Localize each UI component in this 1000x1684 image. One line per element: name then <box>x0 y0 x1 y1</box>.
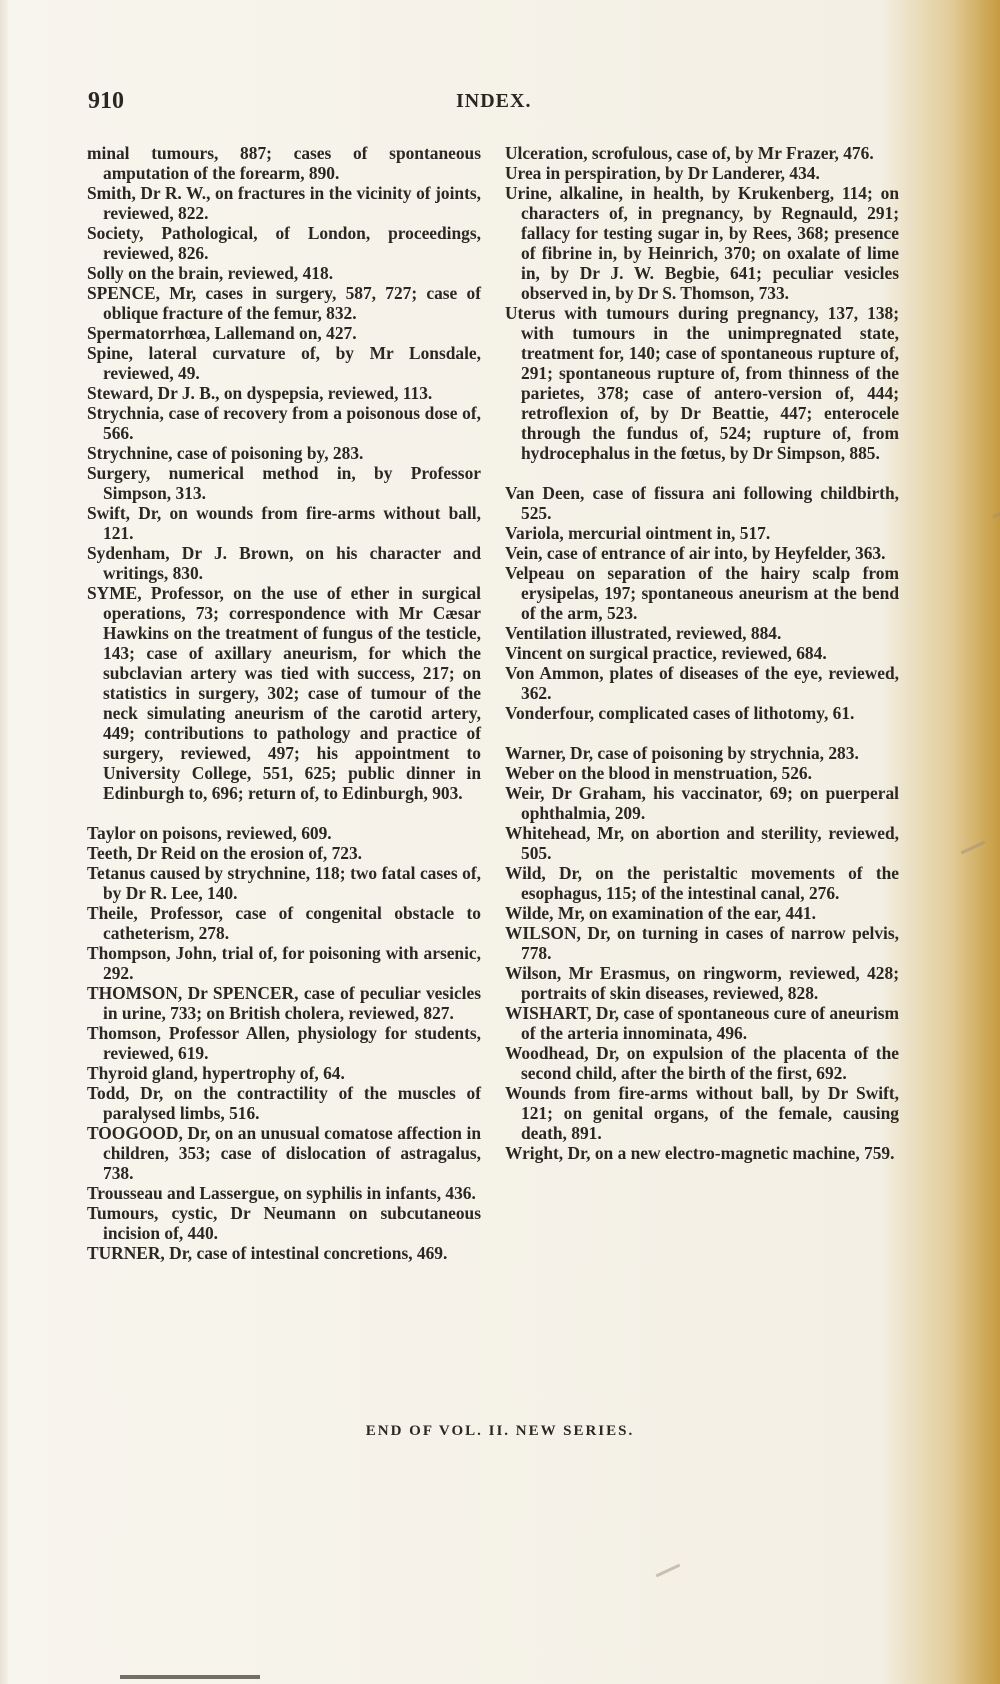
index-entry: minal tumours, 887; cases of spontaneous amputation of the forearm, 890. <box>87 143 481 183</box>
index-entry: Variola, mercurial ointment in, 517. <box>505 523 771 543</box>
index-entry: Surgery, numerical method in, by Professor Simpson, 313. <box>87 463 481 503</box>
index-entry: Ulceration, scrofulous, case of, by Mr Frazer, 476. <box>505 143 874 163</box>
index-entry: Velpeau on separation of the hairy scalp from erysipelas, 197; spontaneous aneurism at the bend of the arm, 523. <box>505 563 899 623</box>
page-edge-shadow <box>120 1675 260 1679</box>
index-entry: Thomson, Professor Allen, physiology for students, reviewed, 619. <box>87 1023 481 1063</box>
page-header <box>88 88 878 116</box>
paper-blemish <box>656 1564 681 1578</box>
paper-blemish <box>993 505 1000 519</box>
index-entry: Vincent on surgical practice, reviewed, 684. <box>505 643 827 663</box>
index-entry: Van Deen, case of fissura ani following childbirth, 525. <box>505 483 899 523</box>
index-entry: SPENCE, Mr, cases in surgery, 587, 727; case of oblique fracture of the femur, 832. <box>87 283 481 323</box>
index-entry: Warner, Dr, case of poisoning by strychnia, 283. <box>505 743 859 763</box>
index-entry: Trousseau and Lassergue, on syphilis in infants, 436. <box>87 1183 476 1203</box>
index-entry: Urine, alkaline, in health, by Krukenberg, 114; on characters of, in pregnancy, by Regnauld, 291; fallacy for testing sugar in, by Rees, 368; presence of fibrine in, by Heinrich, 370; on oxalate of lime in, by Dr J. W. Begbie, 641; peculiar vesicles observed in, by Dr S. Thomson, 733. <box>505 183 899 303</box>
index-entry: Vein, case of entrance of air into, by Heyfelder, 363. <box>505 543 886 563</box>
index-entry: TURNER, Dr, case of intestinal concretions, 469. <box>87 1243 448 1263</box>
index-entry: Von Ammon, plates of diseases of the eye, reviewed, 362. <box>505 663 899 703</box>
index-entry: Weber on the blood in menstruation, 526. <box>505 763 812 783</box>
index-entry: WISHART, Dr, case of spontaneous cure of aneurism of the arteria innominata, 496. <box>505 1003 899 1043</box>
index-entry: Weir, Dr Graham, his vaccinator, 69; on puerperal ophthalmia, 209. <box>505 783 899 823</box>
index-entry: Woodhead, Dr, on expulsion of the placenta of the second child, after the birth of the first, 692. <box>505 1043 899 1083</box>
index-entry: Wright, Dr, on a new electro-magnetic machine, 759. <box>505 1143 895 1163</box>
index-entry: Wilson, Mr Erasmus, on ringworm, reviewed, 428; portraits of skin diseases, reviewed, 828. <box>505 963 899 1003</box>
index-entry: Steward, Dr J. B., on dyspepsia, reviewed, 113. <box>87 383 433 403</box>
index-entry: Theile, Professor, case of congenital obstacle to catheterism, 278. <box>87 903 481 943</box>
index-entry: Whitehead, Mr, on abortion and sterility, reviewed, 505. <box>505 823 899 863</box>
page-number: 910 <box>88 88 124 114</box>
index-entry: Wilde, Mr, on examination of the ear, 441. <box>505 903 816 923</box>
index-entry: Society, Pathological, of London, proceedings, reviewed, 826. <box>87 223 481 263</box>
index-entry: Ventilation illustrated, reviewed, 884. <box>505 623 782 643</box>
index-column-right <box>505 143 899 1163</box>
index-entry: Uterus with tumours during pregnancy, 137, 138; with tumours in the unimpregnated state, treatment for, 140; case of spontaneous rupture of, 291; spontaneous rupture of, from thinness of the parietes, 378; case of antero-version of, 444; retroflexion of, by Dr Beattie, 447; enterocele through the fundus of, 524; rupture of, from hydrocephalus in the fœtus, by Dr Simpson, 885. <box>505 303 899 463</box>
index-entry: TOOGOOD, Dr, on an unusual comatose affection in children, 353; case of dislocation of astragalus, 738. <box>87 1123 481 1183</box>
index-entry: Spermatorrhœa, Lallemand on, 427. <box>87 323 357 343</box>
index-entry: Solly on the brain, reviewed, 418. <box>87 263 334 283</box>
index-entry: Tetanus caused by strychnine, 118; two fatal cases of, by Dr R. Lee, 140. <box>87 863 481 903</box>
index-entry: Wild, Dr, on the peristaltic movements of the esophagus, 115; of the intestinal canal, 276. <box>505 863 899 903</box>
index-entry: Sydenham, Dr J. Brown, on his character and writings, 830. <box>87 543 481 583</box>
index-entry: Urea in perspiration, by Dr Landerer, 434. <box>505 163 820 183</box>
index-entry: Smith, Dr R. W., on fractures in the vicinity of joints, reviewed, 822. <box>87 183 481 223</box>
end-of-volume-note: END OF VOL. II. NEW SERIES. <box>365 1423 635 1439</box>
index-entry: SYME, Professor, on the use of ether in surgical operations, 73; correspondence with Mr Cæsar Hawkins on the treatment of fungus of the testicle, 143; case of axillary aneurism, for which the subclavian artery was tied with success, 217; on statistics in surgery, 302; case of tumour of the neck simulating aneurism of the carotid artery, 449; contributions to pathology and practice of surgery, reviewed, 497; his appointment to University College, 551, 625; public dinner in Edinburgh to, 696; return of, to Edinburgh, 903. <box>87 583 481 803</box>
index-entry: Strychnine, case of poisoning by, 283. <box>87 443 364 463</box>
index-column-left <box>87 143 481 1263</box>
index-entry: Thompson, John, trial of, for poisoning with arsenic, 292. <box>87 943 481 983</box>
index-entry: Todd, Dr, on the contractility of the muscles of paralysed limbs, 516. <box>87 1083 481 1123</box>
index-entry: Strychnia, case of recovery from a poisonous dose of, 566. <box>87 403 481 443</box>
index-entry: WILSON, Dr, on turning in cases of narrow pelvis, 778. <box>505 923 899 963</box>
index-entry: Vonderfour, complicated cases of lithotomy, 61. <box>505 703 855 723</box>
index-entry: Teeth, Dr Reid on the erosion of, 723. <box>87 843 363 863</box>
index-entry: Tumours, cystic, Dr Neumann on subcutaneous incision of, 440. <box>87 1203 481 1243</box>
paper-blemish <box>961 841 986 855</box>
index-entry: THOMSON, Dr SPENCER, case of peculiar vesicles in urine, 733; on British cholera, reviewed, 827. <box>87 983 481 1023</box>
index-entry: Taylor on poisons, reviewed, 609. <box>87 823 332 843</box>
index-entry: Thyroid gland, hypertrophy of, 64. <box>87 1063 345 1083</box>
index-entry: Swift, Dr, on wounds from fire-arms without ball, 121. <box>87 503 481 543</box>
running-title: INDEX. <box>456 90 532 112</box>
index-entry: Spine, lateral curvature of, by Mr Lonsdale, reviewed, 49. <box>87 343 481 383</box>
index-entry: Wounds from fire-arms without ball, by Dr Swift, 121; on genital organs, of the female, causing death, 891. <box>505 1083 899 1143</box>
